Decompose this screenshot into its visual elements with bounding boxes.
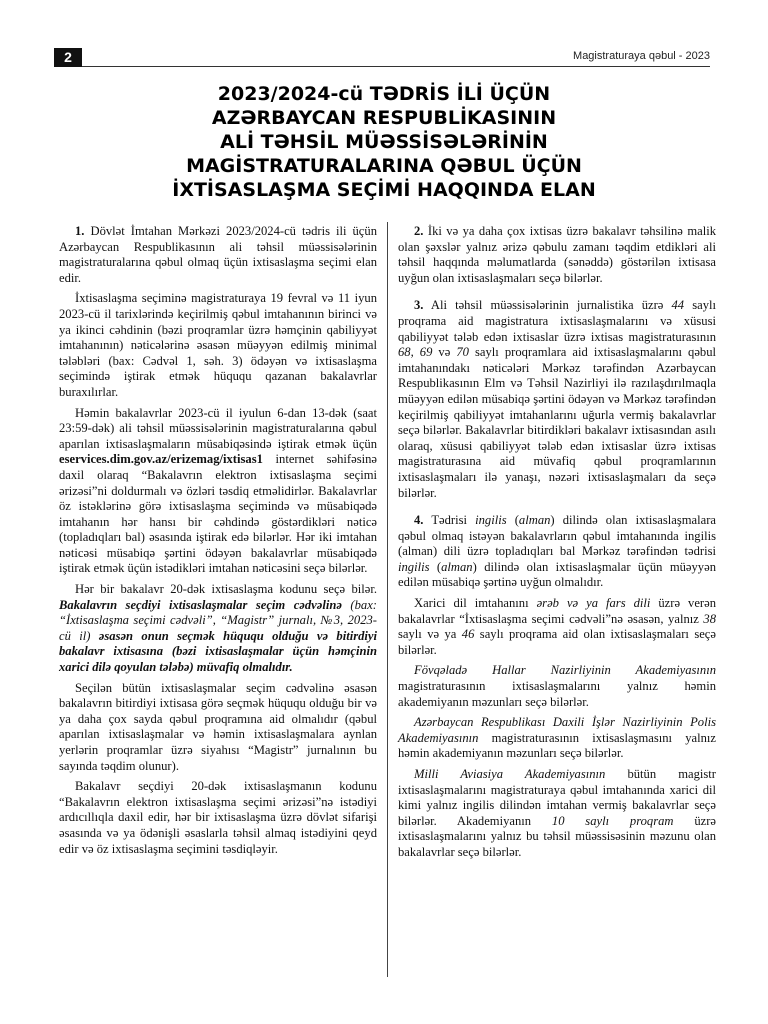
paragraph-text: Tədrisi [423, 513, 476, 528]
paragraph-text: saylı və ya [398, 627, 462, 642]
paragraph-text: saylı proqramlara aid ixtisaslaşmalarını qəbul imtahanındakı nəticələri Mərkəz tərəfindən Azərbaycan Respublikasının Elm və Təhsil Nazirliyi ilə razılaşdırılmaqla müəyyən edilən müsabiqə şərtini ödəyən və Mərkəz tərəfindən keçirilmiş qabiliyyət imtahanlarını uğurla vermiş bakalavrlar seçə bilərlər. Bakalavrlar bitirdikləri bakalavr ixtisasından asılı olaraq, xüsusi qabiliyyət tələb edən ixtisaslar üzrə ixtisas magistraturasına aid müvafiq qəbul proqramlarının ixtisaslaşmaları ilə yanaşı, nəzəri ixtisaslaşmaları da seçə bilərlər. [398, 345, 717, 500]
announcement-title [40, 82, 728, 202]
language-name: ərəb və ya fars dili [536, 596, 651, 611]
paragraph-text: ( [429, 559, 442, 574]
paragraph-text: ) dilində olan ixtisaslaşmalar üçün müəyyən edilən müsabiqə şərtinə uyğun olmalıdır. [398, 559, 716, 590]
paragraph [398, 715, 716, 762]
program-number: 46 [461, 627, 475, 642]
title-line: ALİ TƏHSİL MÜƏSSİSƏLƏRİNİN [220, 131, 548, 153]
title-line: AZƏRBAYCAN RESPUBLİKASININ [211, 107, 557, 129]
left-column [59, 224, 377, 862]
paragraph-text: ( [506, 513, 519, 528]
paragraph-text: ) dilində olan ixtisaslaşmalara qəbul olmaq istəyən bakalavrların qəbul imtahanında ingilis (alman) dili üzrə topladıqları bal Mərkəz tərəfindən tədrisi [398, 513, 717, 559]
paragraph [398, 596, 716, 658]
emphasis-text: Bakalavrın seçdiyi ixtisaslaşmalar seçim cədvəlinə [59, 597, 342, 612]
paragraph: Bakalavr seçdiyi 20-dək ixtisaslaşmanın kodunu “Bakalavrın elektron ixtisaslaşma seçimi ərizəsi”nə istədiyi ardıcıllıqla daxil edir, hər bir ixtisaslaşma üzrə dövlət sifarişi əsasında və ya ödənişli əsaslarla təhsil almaq istədiyini qeyd edir və öz ixtisaslaşma seçimini təsdiqləyir. [59, 779, 377, 856]
paragraph-text: və [432, 345, 457, 360]
title-line: MAGİSTRATURALARINA QƏBUL ÜÇÜN [186, 155, 582, 177]
paragraph-text: Ali təhsil müəssisələrinin jurnalistika üzrə [423, 298, 672, 313]
paragraph-text: Hər bir bakalavr 20-dək ixtisaslaşma kodunu seçə bilər. [75, 582, 377, 597]
emphasis-text: əsasən onun seçmək hüququ olduğu və bitirdiyi bakalavr ixtisasına (bəzi ixtisaslaşmalar üçün həmçinin xarici dilə qoyulan tələbə) müvafiq olmalıdır. [59, 628, 377, 675]
page-header [54, 48, 710, 68]
paragraph-text: Həmin bakalavrlar 2023-cü il iyulun 6-dan 13-dək (saat 23:59-dək) ali təhsil müəssisələrinin magistraturalarına qəbul aparılan ixtisaslaşmaların müsabiqəsində iştirak etmək üçün [59, 405, 377, 451]
program-number: 10 saylı proqram [551, 813, 674, 828]
title-line: 2023/2024-cü TƏDRİS İLİ ÜÇÜN [217, 83, 551, 105]
running-title: Magistraturaya qəbul - 2023 [573, 50, 710, 62]
language-name: ingilis [398, 559, 430, 574]
item-number: 4. [414, 513, 424, 528]
paragraph [398, 663, 716, 710]
paragraph-text: üzrə verən bakalavrlar “İxtisaslaşma seçimi cədvəli”nə əsasən, yalnız [398, 596, 717, 626]
paragraph [59, 582, 377, 676]
column-divider [387, 222, 388, 977]
paragraph-text: magistraturasının ixtisaslaşmasını yalnız həmin akademiyanın məzunları seçə bilərlər. [398, 730, 716, 761]
application-url: eservices.dim.gov.az/erizemag/ixtisas1 [59, 452, 263, 467]
item-number: 3. [414, 298, 424, 313]
program-number: 68, 69 [398, 345, 433, 360]
paragraph [398, 224, 716, 286]
italic-text: (bax: “İxtisaslaşma seçimi cədvəli”, “Magistr” jurnalı, №3, 2023-cü il) [59, 597, 377, 643]
paragraph: İxtisaslaşma seçiminə magistraturaya 19 fevral və 11 iyun 2023-cü il tarixlərində keçirilmiş qəbul imtahanının birinci və ya ikinci cəhdinin (bəzi proqramlar üzrə həmçinin qabiliyyət imtahanının) nəticələrinə əsasən müəyyən edilmiş minimal tələbləri (bax: Cədvəl 1, səh. 3) ödəyən və ixtisaslaşma seçimində iştirak etmək hüququ qazanan bakalavrlar buraxılırlar. [59, 291, 377, 399]
paragraph [59, 224, 377, 286]
paragraph [398, 513, 716, 591]
paragraph-text: Xarici dil imtahanını [414, 596, 537, 611]
paragraph-text: internet səhifəsinə daxil olaraq “Bakalavrın elektron ixtisaslaşma seçimi ərizəsi”ni doldurmalı və özləri təsdiq etməlidirlər. Bakalavrlar öz istəklərinə görə ixtisaslaşma seçimində və müsabiqədə imtahanın hər hansı bir cəhdində göstərdikləri nəticə (topladıqları bal) əsasında iştirak edə bilərlər. Hər iki imtahan nəticəsi müsabiqə şərtini ödəyən bakalavrlar müsabiqədə iştirak etmək üçün istədikləri imtahan nəticəsini seçə bilərlər. [59, 452, 377, 576]
paragraph-text: İki və ya daha çox ixtisas üzrə bakalavr təhsilinə malik olan şəxslər yalnız ərizə qəbulu zamanı təqdim etdikləri ali təhsil haqqında məlumatlarda (sənəddə) göstərilən ixtisasa uyğun olan ixtisaslaşmaları seçə bilərlər. [398, 224, 716, 285]
paragraph-text: Dövlət İmtahan Mərkəzi 2023/2024-cü tədris ili üçün Azərbaycan Respublikasının ali təhsil müəssisələrinin magistraturalarına qəbul olmaq üçün ixtisaslaşma seçimi elan edir. [59, 224, 377, 285]
title-line: İXTİSASLAŞMA SEÇİMİ HAQQINDA ELAN [172, 179, 596, 201]
institution-name: Milli Aviasiya Akademiyasının [414, 767, 606, 781]
paragraph-text: üzrə ixtisaslaşmalarını yalnız bu təhsil müəssisəsinin məzunu olan bakalavrlar seçə bilərlər. [398, 813, 716, 859]
language-name: alman [441, 559, 473, 574]
right-column [398, 224, 716, 866]
paragraph [398, 767, 716, 861]
institution-name: Azərbaycan Respublikası Daxili İşlər Nazirliyinin Polis Akademiyasının [398, 715, 716, 745]
page-number: 2 [54, 48, 82, 67]
paragraph-text: bütün magistr ixtisaslaşmalarını magistraturaya qəbul imtahanında xarici dil kimi yalnız ingilis dilindən imtahan vermiş bakalavrlar seçə bilərlər. Akademiyanın [398, 767, 717, 828]
paragraph [59, 406, 377, 578]
paragraph [398, 298, 716, 501]
language-name: ingilis [475, 513, 507, 528]
item-number: 2. [414, 224, 424, 238]
institution-name: Fövqəladə Hallar Nazirliyinin Akademiyasının [414, 663, 716, 678]
paragraph: Seçilən bütün ixtisaslaşmalar seçim cədvəlinə əsasən bakalavrın bitirdiyi ixtisasa görə seçmək hüququ olduğu bir və ya daha çox sayda qəbul proqramına aid olmalıdır (qəbul aparılan ixtisaslaşmalar və həmin ixtisaslaşmalara aynlan yerlərin proqramlar üzrə siyahısı “Magistr” jurnalının bu sayında təqdim olunur). [59, 680, 377, 773]
paragraph-text: saylı proqrama aid olan ixtisaslaşmaları seçə bilərlər. [398, 627, 716, 657]
paragraph-text: saylı proqrama aid magistratura ixtisaslaşmalarını və xüsusi qabiliyyət tələb edən ixtisaslar üzrə ixtisas magistraturasının [398, 298, 716, 344]
program-number: 38 [703, 611, 716, 626]
paragraph-text: magistraturasının ixtisaslaşmalarını yalnız həmin akademiyanın məzunları seçə bilərlər. [398, 679, 716, 709]
item-number: 1. [75, 224, 85, 238]
header-rule [82, 66, 710, 67]
program-number: 70 [456, 345, 469, 360]
language-name: alman [518, 513, 551, 528]
program-number: 44 [671, 298, 685, 313]
